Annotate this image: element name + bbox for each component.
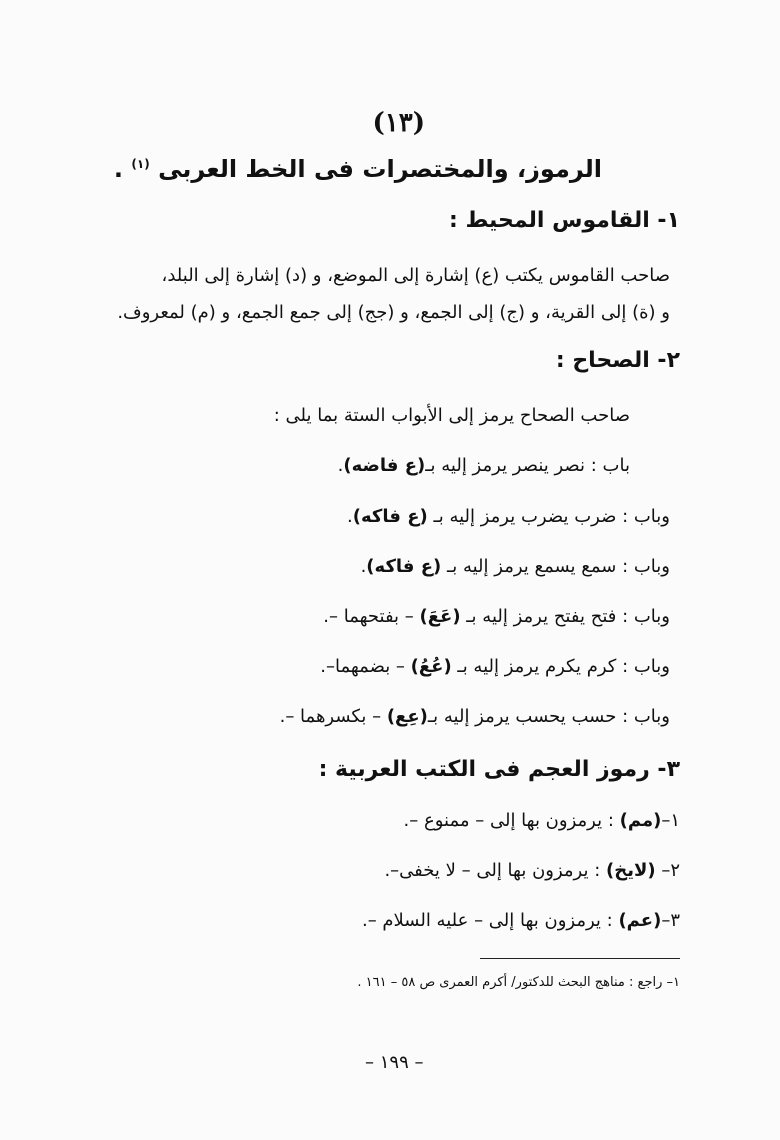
- item-end: – بكسرهما –.: [279, 706, 387, 727]
- item-code: (عِع): [386, 706, 428, 727]
- section2-item: [347, 506, 670, 527]
- title-text: الرموز، والمختصرات فى الخط العربى: [158, 155, 602, 183]
- section3-heading: ٣- رموز العجم فى الكتب العربية :: [318, 757, 680, 782]
- item-text: وباب : كرم يكرم يرمز إليه بـ: [451, 656, 670, 677]
- item-code: (لايخ): [606, 860, 656, 881]
- item-text: وباب : فتح يفتح يرمز إليه بـ: [460, 606, 670, 627]
- item-end: – بضمهما–.: [320, 656, 411, 677]
- item-number: ٢–: [655, 860, 680, 881]
- item-text: باب : نصر ينصر يرمز إليه بـ: [425, 455, 630, 476]
- section2-item: [280, 706, 670, 727]
- item-end: .: [337, 455, 344, 476]
- item-code: (عَعَ): [419, 606, 461, 627]
- item-code: (ع فاضه): [343, 455, 426, 476]
- item-text: وباب : حسب يحسب يرمز إليه بـ: [427, 706, 670, 727]
- item-end: .: [347, 506, 353, 527]
- section3-item: [384, 860, 680, 881]
- footnote-divider: [480, 958, 680, 959]
- section2-intro: صاحب الصحاح يرمز إلى الأبواب الستة بما يلى :: [273, 405, 630, 426]
- item-number: ٣–: [661, 910, 680, 931]
- section1-line1: صاحب القاموس يكتب (ع) إشارة إلى الموضع، و (د) إشارة إلى البلد،: [161, 265, 670, 286]
- item-text: : يرمزون بها إلى – عليه السلام –.: [361, 910, 619, 931]
- section2-item: [338, 455, 630, 476]
- item-text: وباب : ضرب يضرب يرمز إليه بـ: [427, 506, 670, 527]
- section2-item: [361, 556, 670, 577]
- item-end: .: [360, 556, 367, 577]
- title-end: .: [113, 155, 124, 183]
- item-end: – بفتحهما –.: [323, 606, 420, 627]
- page-number: – ١٩٩ –: [365, 1052, 424, 1073]
- item-code: (مم): [619, 810, 662, 831]
- page-title: [114, 155, 602, 183]
- chapter-number: (١٣): [372, 108, 425, 138]
- section2-heading: ٢- الصحاح :: [555, 348, 680, 373]
- footnote: ١– راجع : مناهج البحث للدكتور/ أكرم العمرى ص ٥٨ – ١٦١ .: [357, 975, 680, 990]
- section3-item: [404, 810, 680, 831]
- item-text: : يرمزون بها إلى – ممنوع –.: [403, 810, 620, 831]
- item-code: (عُعُ): [410, 656, 452, 677]
- section2-item: [320, 656, 670, 677]
- section3-item: [362, 910, 680, 931]
- section1-line2: و (ة) إلى القرية، و (ج) إلى الجمع، و (جج) إلى جمع الجمع، و (م) لمعروف.: [117, 302, 670, 323]
- section1-heading: ١- القاموس المحيط :: [449, 208, 680, 233]
- item-code: (ع فاكه): [352, 506, 428, 527]
- item-code: (ع فاكه): [366, 556, 442, 577]
- title-footnote-mark: (١): [131, 157, 150, 171]
- item-text: وباب : سمع يسمع يرمز إليه بـ: [441, 556, 670, 577]
- section2-item: [323, 606, 670, 627]
- item-code: (عم): [618, 910, 662, 931]
- item-number: ١–: [661, 810, 680, 831]
- item-text: : يرمزون بها إلى – لا يخفى–.: [384, 860, 606, 881]
